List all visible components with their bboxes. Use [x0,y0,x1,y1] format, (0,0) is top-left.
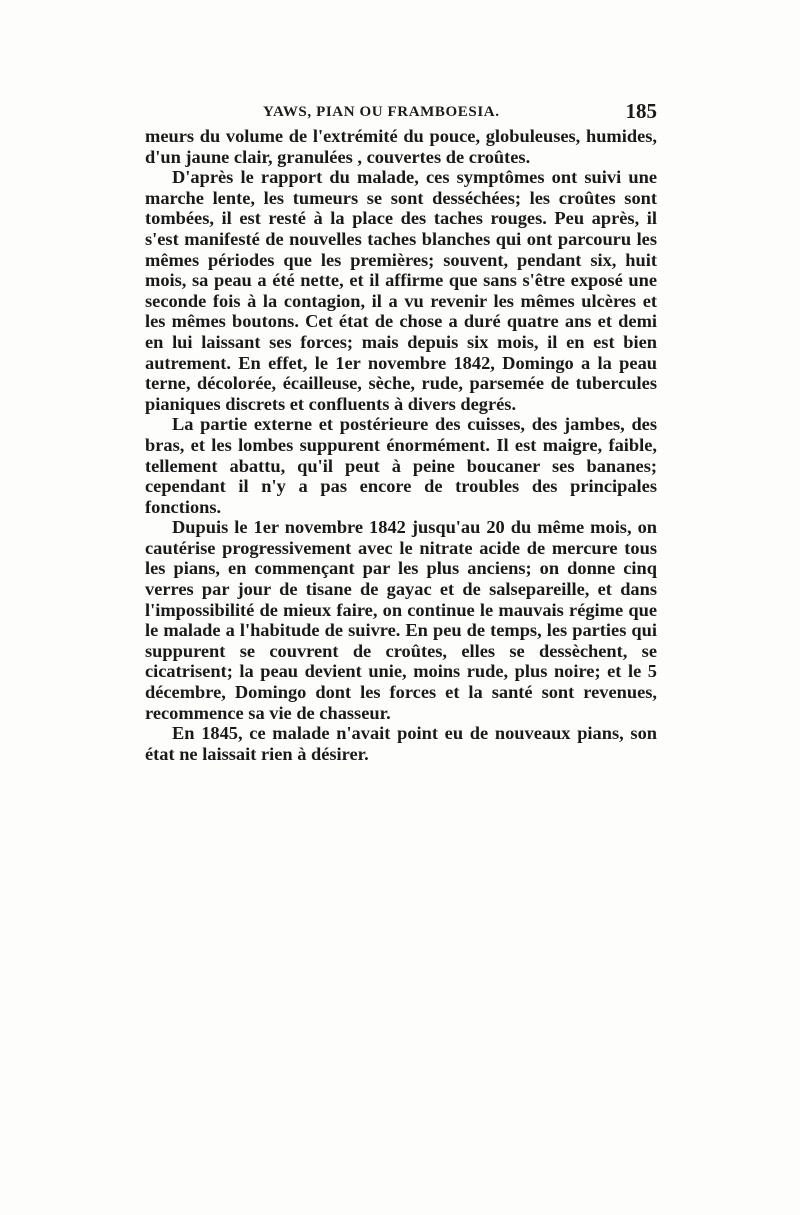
paragraph-5: En 1845, ce malade n'avait point eu de nouveaux pians, son état ne laissait rien à désirer. [145,723,657,764]
paragraph-1: meurs du volume de l'extrémité du pouce, globuleuses, humides, d'un jaune clair, granulées , couvertes de croûtes. [145,126,657,167]
paragraph-4: Dupuis le 1er novembre 1842 jusqu'au 20 du même mois, on cautérise progressivement avec le nitrate acide de mercure tous les pians, en commençant par les plus anciens; on donne cinq verres par jour de tisane de gayac et de salsepareille, et dans l'impossibilité de mieux faire, on continue le mauvais régime que le malade a l'habitude de suivre. En peu de temps, les parties qui suppurent se couvrent de croûtes, elles se dessèchent, se cicatrisent; la peau devient unie, moins rude, plus noire; et le 5 décembre, Domingo dont les forces et la santé sont revenues, recommence sa vie de chasseur. [145,517,657,723]
page-number: 185 [625,99,657,123]
paragraph-3: La partie externe et postérieure des cuisses, des jambes, des bras, et les lombes suppurent énormément. Il est maigre, faible, tellement abattu, qu'il peut à peine boucaner ses bananes; cependant il n'y a pas encore de troubles des principales fonctions. [145,414,657,517]
running-head: YAWS, PIAN OU FRAMBOESIA. [263,104,500,120]
paragraph-2: D'après le rapport du malade, ces symptômes ont suivi une marche lente, les tumeurs se sont desséchées; les croûtes sont tombées, il est resté à la place des taches rouges. Peu après, il s'est manifesté de nouvelles taches blanches qui ont parcouru les mêmes périodes que les premières; souvent, pendant six, huit mois, sa peau a été nette, et il affirme que sans s'être exposé une seconde fois à la contagion, il a vu revenir les mêmes ulcères et les mêmes boutons. Cet état de chose a duré quatre ans et demi en lui laissant ses forces; mais depuis six mois, il en est bien autrement. En effet, le 1er novembre 1842, Domingo a la peau terne, décolorée, écailleuse, sèche, rude, parsemée de tubercules pianiques discrets et confluents à divers degrés. [145,167,657,414]
body-text [145,126,657,764]
